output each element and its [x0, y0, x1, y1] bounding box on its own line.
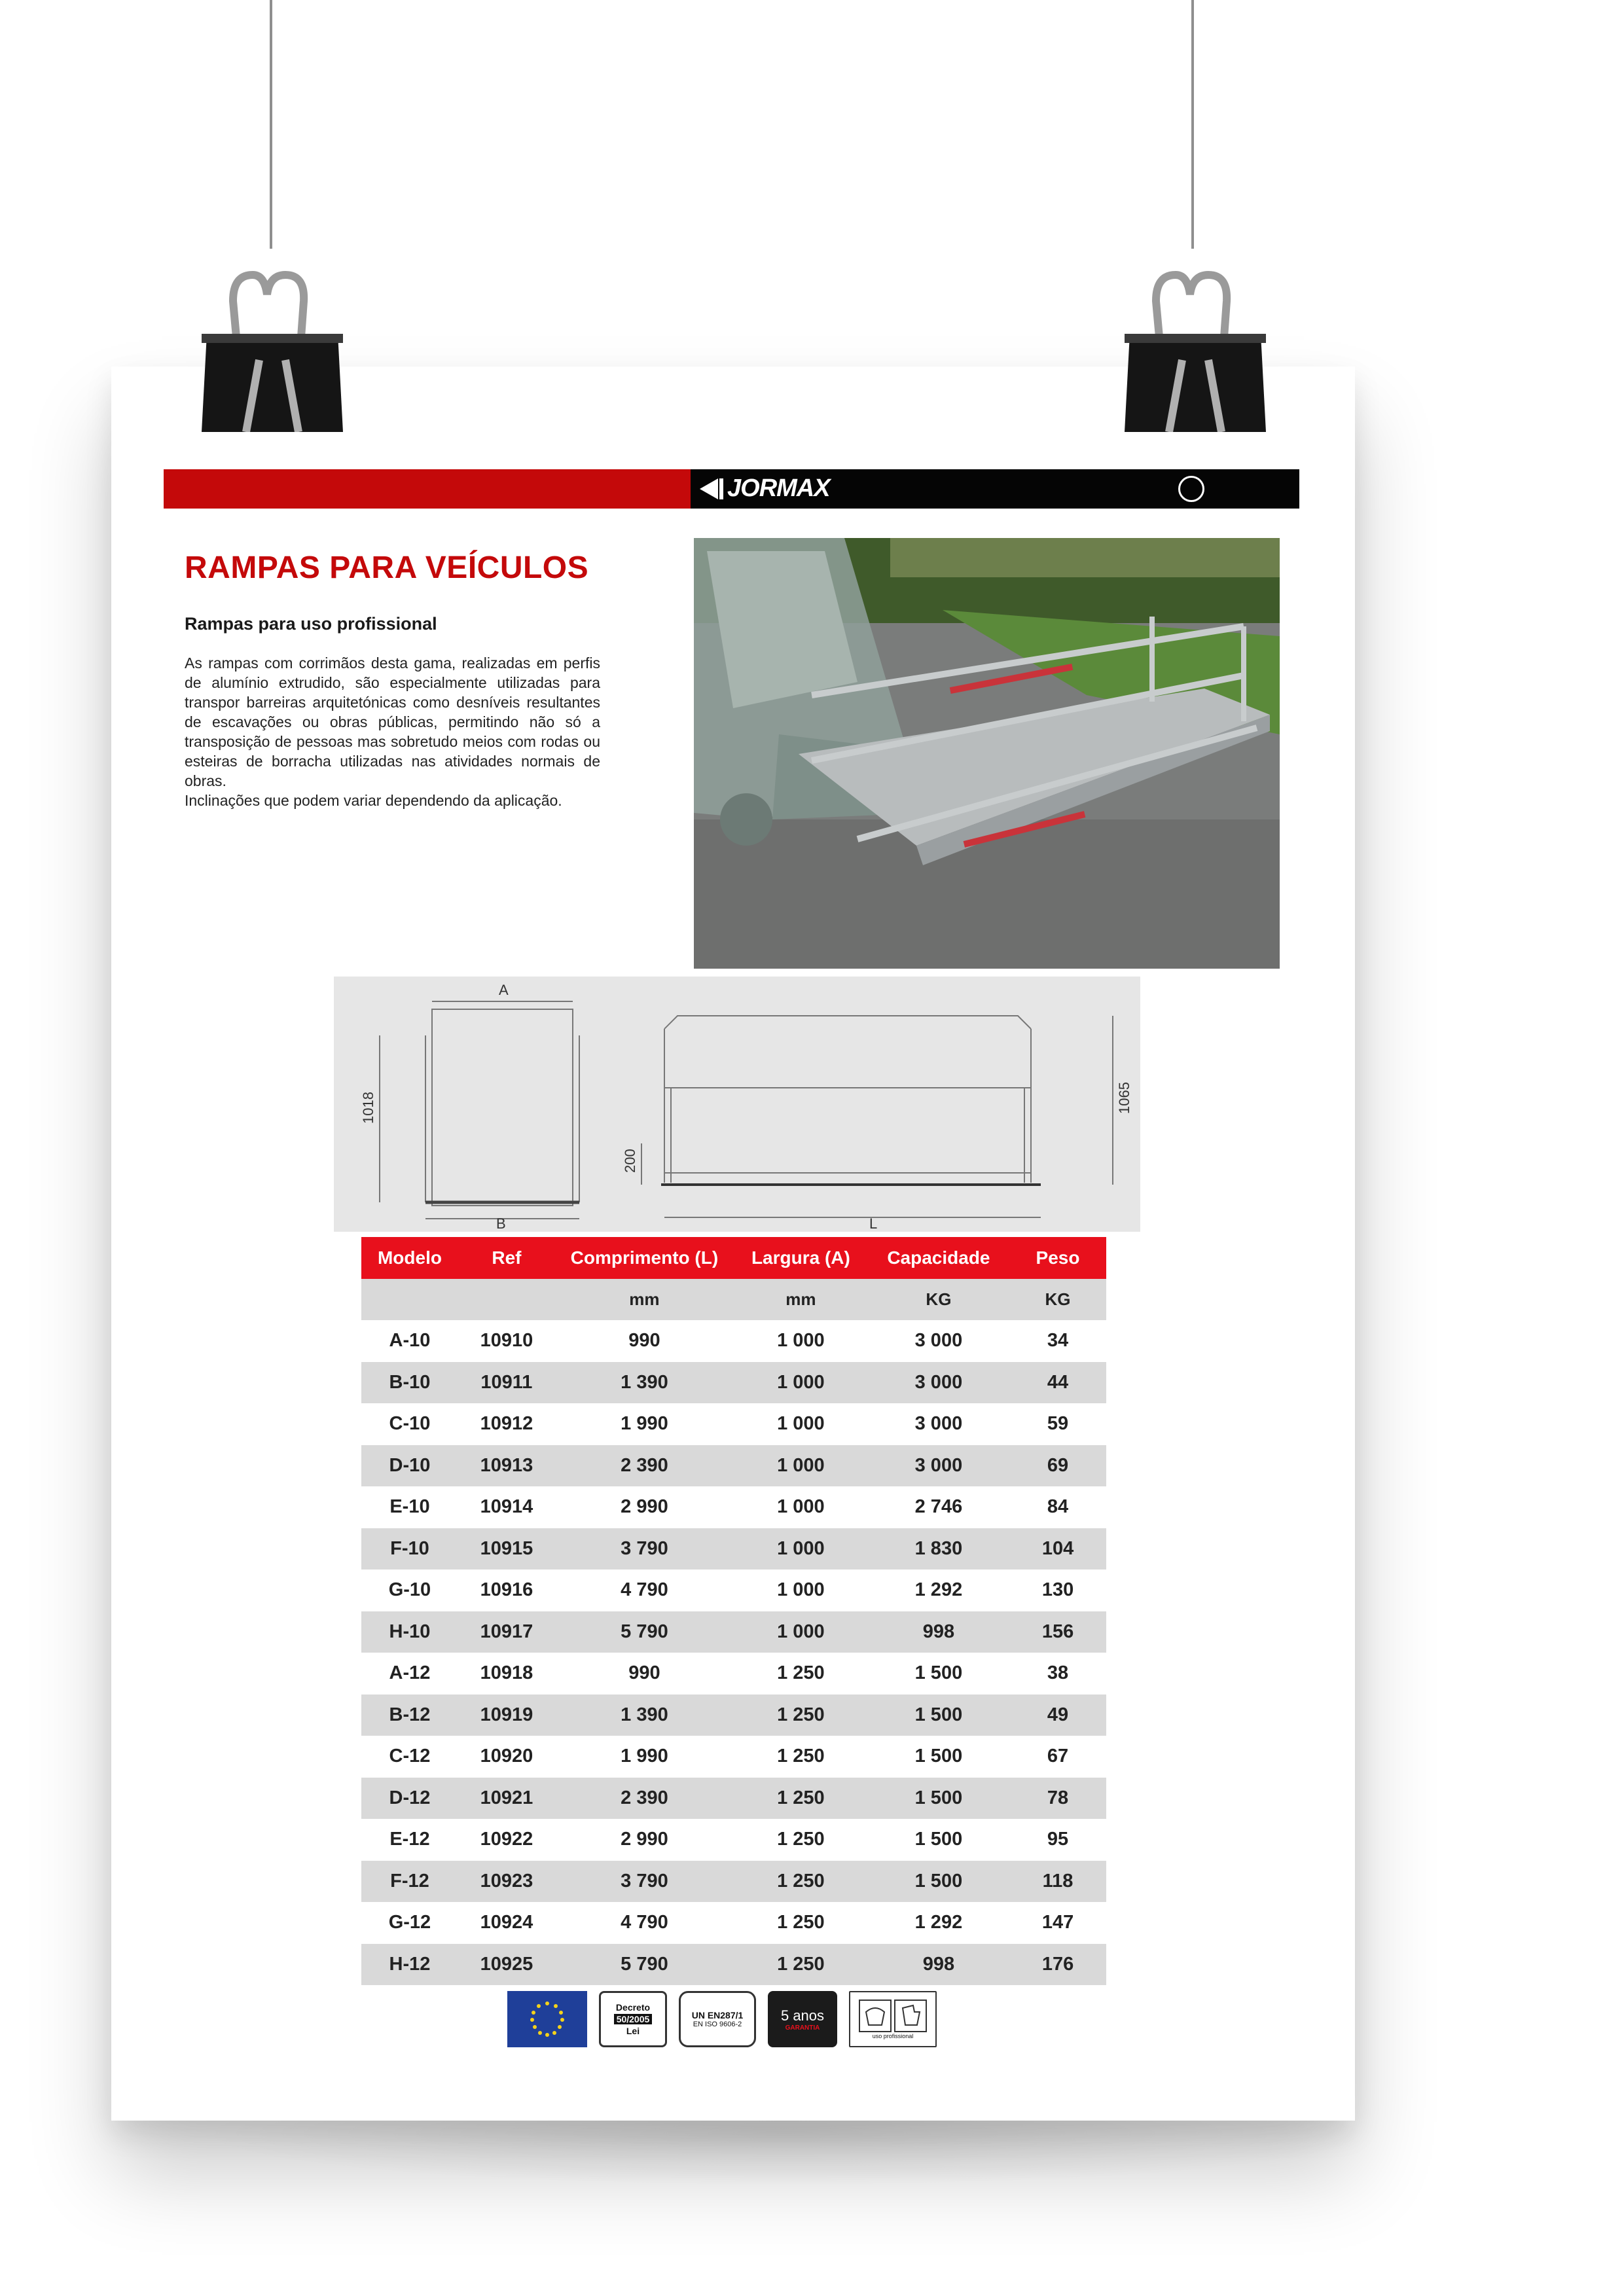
decreto-badge	[599, 1991, 667, 2047]
ramp-photo-illustration	[694, 538, 1280, 969]
dim-label-b: B	[496, 1215, 506, 1232]
table-row	[361, 1695, 1106, 1736]
table-cell: 118	[1009, 1861, 1106, 1903]
table-cell: 1 500	[868, 1736, 1009, 1778]
dim-label-a: A	[499, 982, 509, 998]
warranty-label: GARANTIA	[785, 2024, 820, 2032]
table-cell: 1 390	[555, 1362, 734, 1404]
hanging-string-right	[1191, 0, 1194, 249]
table-cell: 1 250	[734, 1695, 868, 1736]
dim-label-1018: 1018	[360, 1092, 376, 1124]
table-cell: 10916	[458, 1570, 555, 1611]
professional-use-icon	[857, 1999, 929, 2033]
table-cell: 2 990	[555, 1486, 734, 1528]
table-cell: 147	[1009, 1902, 1106, 1944]
unit-cell: KG	[868, 1279, 1009, 1321]
table-cell: F-12	[361, 1861, 458, 1903]
table-cell: 1 500	[868, 1653, 1009, 1695]
unit-cell	[458, 1279, 555, 1321]
table-cell: 990	[555, 1653, 734, 1695]
product-photo	[694, 538, 1280, 969]
table-cell: 2 746	[868, 1486, 1009, 1528]
brand-logo-text: JORMAX	[727, 475, 830, 502]
table-cell: D-12	[361, 1778, 458, 1820]
table-row	[361, 1736, 1106, 1778]
table-row	[361, 1861, 1106, 1903]
description-paragraph: Inclinações que podem variar dependendo da aplicação.	[185, 792, 562, 809]
table-cell: 49	[1009, 1695, 1106, 1736]
table-cell: 1 250	[734, 1944, 868, 1986]
table-cell: 990	[555, 1320, 734, 1362]
table-cell: 38	[1009, 1653, 1106, 1695]
table-cell: H-10	[361, 1611, 458, 1653]
table-cell: 1 250	[734, 1902, 868, 1944]
table-cell: 1 250	[734, 1736, 868, 1778]
table-cell: F-10	[361, 1528, 458, 1570]
table-cell: 67	[1009, 1736, 1106, 1778]
table-cell: 10914	[458, 1486, 555, 1528]
spec-table-body	[361, 1320, 1106, 1985]
table-cell: 10910	[458, 1320, 555, 1362]
table-cell: 1 000	[734, 1486, 868, 1528]
table-row	[361, 1653, 1106, 1695]
poster-sheet	[111, 367, 1355, 2121]
column-header: Peso	[1009, 1237, 1106, 1279]
table-cell: 10924	[458, 1902, 555, 1944]
table-cell: 1 500	[868, 1778, 1009, 1820]
table-cell: 1 250	[734, 1653, 868, 1695]
table-cell: 1 250	[734, 1861, 868, 1903]
column-header: Ref	[458, 1237, 555, 1279]
description	[185, 653, 600, 810]
header-bar-red	[164, 469, 691, 509]
table-cell: 5 790	[555, 1611, 734, 1653]
table-row	[361, 1944, 1106, 1986]
table-row	[361, 1819, 1106, 1861]
table-row	[361, 1403, 1106, 1445]
table-cell: E-12	[361, 1819, 458, 1861]
table-cell: 176	[1009, 1944, 1106, 1986]
table-cell: 1 292	[868, 1570, 1009, 1611]
table-cell: G-12	[361, 1902, 458, 1944]
table-row	[361, 1570, 1106, 1611]
table-cell: 1 000	[734, 1611, 868, 1653]
column-header: Largura (A)	[734, 1237, 868, 1279]
column-header: Comprimento (L)	[555, 1237, 734, 1279]
table-cell: 1 000	[734, 1362, 868, 1404]
table-cell: 95	[1009, 1819, 1106, 1861]
decreto-lei: Lei	[626, 2026, 640, 2036]
en-standard-line: UN EN287/1	[691, 2010, 744, 2020]
dim-label-l: L	[869, 1215, 878, 1232]
table-cell: 1 500	[868, 1695, 1009, 1736]
eu-flag-icon	[507, 1991, 587, 2047]
table-cell: 10922	[458, 1819, 555, 1861]
professional-use-badge	[849, 1991, 937, 2047]
table-cell: 10923	[458, 1861, 555, 1903]
table-cell: 2 990	[555, 1819, 734, 1861]
table-cell: 1 250	[734, 1819, 868, 1861]
table-cell: 34	[1009, 1320, 1106, 1362]
jormax-logo-icon	[698, 476, 725, 502]
table-cell: 1 990	[555, 1736, 734, 1778]
decreto-label: Decreto	[615, 2002, 651, 2013]
table-cell: H-12	[361, 1944, 458, 1986]
table-cell: 1 390	[555, 1695, 734, 1736]
unit-cell: KG	[1009, 1279, 1106, 1321]
table-cell: 78	[1009, 1778, 1106, 1820]
column-header: Capacidade	[868, 1237, 1009, 1279]
table-cell: 10918	[458, 1653, 555, 1695]
table-cell: 3 000	[868, 1445, 1009, 1487]
en-standard-badge	[679, 1991, 756, 2047]
table-cell: 10917	[458, 1611, 555, 1653]
table-cell: 3 000	[868, 1403, 1009, 1445]
table-row	[361, 1778, 1106, 1820]
table-cell: G-10	[361, 1570, 458, 1611]
table-cell: 44	[1009, 1362, 1106, 1404]
header-bar-black	[691, 469, 1299, 509]
spec-table	[361, 1237, 1106, 1985]
table-cell: C-10	[361, 1403, 458, 1445]
table-cell: 2 390	[555, 1445, 734, 1487]
dim-label-1065: 1065	[1116, 1082, 1132, 1114]
table-cell: 1 830	[868, 1528, 1009, 1570]
table-cell: 10925	[458, 1944, 555, 1986]
table-cell: 998	[868, 1944, 1009, 1986]
table-cell: 4 790	[555, 1570, 734, 1611]
table-cell: 3 000	[868, 1362, 1009, 1404]
table-cell: 10911	[458, 1362, 555, 1404]
table-cell: 130	[1009, 1570, 1106, 1611]
description-paragraph: As rampas com corrimãos desta gama, realizadas em perfis de alumínio extrudido, são especialmente utilizadas para transpor barreiras arquitetónicas como desníveis resultantes de escavações ou obras públicas, permitindo não só a transposição de pessoas mas sobretudo meios com rodas ou esteiras de borracha utilizadas nas atividades normais de obras.	[185, 655, 600, 789]
dim-label-200: 200	[622, 1149, 638, 1173]
table-cell: B-10	[361, 1362, 458, 1404]
table-cell: 1 500	[868, 1861, 1009, 1903]
header-bar	[164, 469, 1299, 509]
table-cell: 3 790	[555, 1528, 734, 1570]
table-cell: D-10	[361, 1445, 458, 1487]
table-cell: 1 292	[868, 1902, 1009, 1944]
table-cell: 10921	[458, 1778, 555, 1820]
table-cell: 156	[1009, 1611, 1106, 1653]
table-cell: 10912	[458, 1403, 555, 1445]
table-row	[361, 1320, 1106, 1362]
table-cell: 69	[1009, 1445, 1106, 1487]
table-cell: 59	[1009, 1403, 1106, 1445]
table-cell: 3 000	[868, 1320, 1009, 1362]
table-row	[361, 1362, 1106, 1404]
table-cell: 1 000	[734, 1528, 868, 1570]
table-row	[361, 1611, 1106, 1653]
technical-drawing	[334, 977, 1140, 1232]
table-cell: 1 000	[734, 1445, 868, 1487]
table-cell: 1 500	[868, 1819, 1009, 1861]
table-cell: 3 790	[555, 1861, 734, 1903]
certification-badges	[507, 1990, 937, 2049]
en-standard-line: EN ISO 9606-2	[693, 2020, 742, 2028]
table-cell: 1 000	[734, 1570, 868, 1611]
table-cell: 2 390	[555, 1778, 734, 1820]
hanging-string-left	[270, 0, 272, 249]
column-header: Modelo	[361, 1237, 458, 1279]
page-subtitle: Rampas para uso profissional	[185, 614, 437, 634]
table-cell: 10913	[458, 1445, 555, 1487]
page-title: RAMPAS PARA VEÍCULOS	[185, 550, 589, 585]
table-cell: 84	[1009, 1486, 1106, 1528]
table-cell: A-12	[361, 1653, 458, 1695]
table-cell: 1 000	[734, 1403, 868, 1445]
table-cell: 104	[1009, 1528, 1106, 1570]
table-cell: 998	[868, 1611, 1009, 1653]
table-row	[361, 1528, 1106, 1570]
circle-icon	[1178, 476, 1204, 502]
binder-clip-right-icon	[1117, 236, 1274, 432]
warranty-badge	[768, 1991, 837, 2047]
table-cell: 4 790	[555, 1902, 734, 1944]
table-cell: 5 790	[555, 1944, 734, 1986]
unit-cell: mm	[734, 1279, 868, 1321]
binder-clip-left-icon	[194, 236, 351, 432]
warranty-years: 5 anos	[780, 2007, 825, 2024]
table-cell: E-10	[361, 1486, 458, 1528]
table-cell: 10920	[458, 1736, 555, 1778]
table-row	[361, 1902, 1106, 1944]
professional-use-label: uso profissional	[872, 2033, 914, 2039]
table-cell: 1 000	[734, 1320, 868, 1362]
decreto-number: 50/2005	[614, 2014, 653, 2024]
table-cell: 10919	[458, 1695, 555, 1736]
unit-cell: mm	[555, 1279, 734, 1321]
table-row	[361, 1486, 1106, 1528]
table-cell: A-10	[361, 1320, 458, 1362]
table-cell: 1 990	[555, 1403, 734, 1445]
table-cell: 10915	[458, 1528, 555, 1570]
table-cell: B-12	[361, 1695, 458, 1736]
table-row	[361, 1445, 1106, 1487]
table-cell: 1 250	[734, 1778, 868, 1820]
table-cell: C-12	[361, 1736, 458, 1778]
unit-cell	[361, 1279, 458, 1321]
